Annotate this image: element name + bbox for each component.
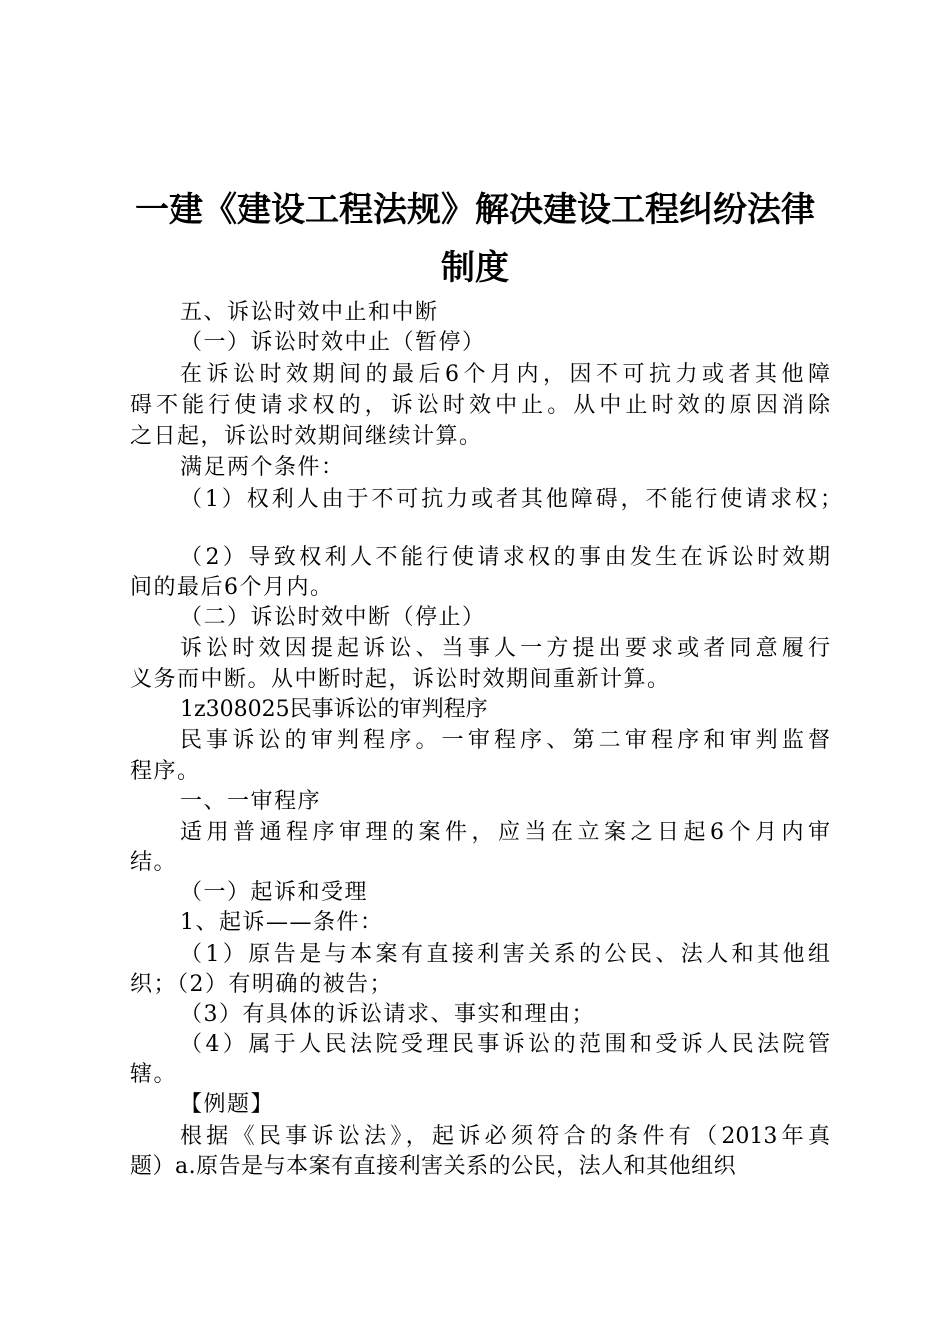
paragraph-line: 义务而中断。从中断时起，诉讼时效期间重新计算。 [130, 667, 671, 692]
paragraph-line: 在诉讼时效期间的最后6个月内，因不可抗力或者其他障 [180, 362, 830, 387]
list-item-requirement-2: 织；（2）有明确的被告； [130, 972, 393, 997]
paragraph-line: 间的最后6个月内。 [130, 575, 334, 600]
list-item-condition-2: （2）导致权利人不能行使请求权的事由发生在诉讼时效期 [180, 545, 830, 570]
section-heading-1z308025: 1z308025民事诉讼的审判程序 [180, 697, 488, 722]
subsection-heading-filing: （一）起诉和受理 [180, 880, 369, 905]
paragraph-line: 根据《民事诉讼法》，起诉必须符合的条件有（2013年真 [180, 1124, 830, 1149]
list-item-requirement-3: （3）有具体的诉讼请求、事实和理由； [180, 1002, 595, 1027]
paragraph-line: 辖。 [130, 1062, 178, 1087]
section-heading-5: 五、诉讼时效中止和中断 [180, 300, 439, 325]
paragraph-line: 1、起诉——条件： [180, 910, 384, 935]
list-item-requirement-1: （1）原告是与本案有直接利害关系的公民、法人和其他组 [180, 942, 830, 967]
paragraph-line: 结。 [130, 850, 178, 875]
paragraph-line: 之日起，诉讼时效期间继续计算。 [130, 424, 483, 449]
paragraph-line: 题）a.原告是与本案有直接利害关系的公民，法人和其他组织 [130, 1154, 737, 1179]
list-item-condition-1: （1）权利人由于不可抗力或者其他障碍，不能行使请求权； [180, 487, 842, 512]
paragraph-line: 民事诉讼的审判程序。一审程序、第二审程序和审判监督 [180, 728, 830, 753]
paragraph-line: 诉讼时效因提起诉讼、当事人一方提出要求或者同意履行 [180, 636, 830, 661]
paragraph-line: 适用普通程序审理的案件，应当在立案之日起6个月内审 [180, 820, 830, 845]
subsection-heading-suspension: （一）诉讼时效中止（暂停） [180, 330, 486, 355]
document-title-line-2: 制度 [441, 248, 509, 288]
paragraph-line: 程序。 [130, 759, 201, 784]
section-heading-first-instance: 一、一审程序 [180, 789, 322, 814]
subsection-heading-interruption: （二）诉讼时效中断（停止） [180, 605, 486, 630]
document-title-line-1: 一建《建设工程法规》解决建设工程纠纷法律 [135, 190, 815, 230]
paragraph-line: 碍不能行使请求权的，诉讼时效中止。从中止时效的原因消除 [130, 393, 830, 418]
paragraph-line: 满足两个条件： [180, 455, 345, 480]
example-heading: 【例题】 [180, 1092, 275, 1117]
list-item-requirement-4: （4）属于人民法院受理民事诉讼的范围和受诉人民法院管 [180, 1032, 830, 1057]
